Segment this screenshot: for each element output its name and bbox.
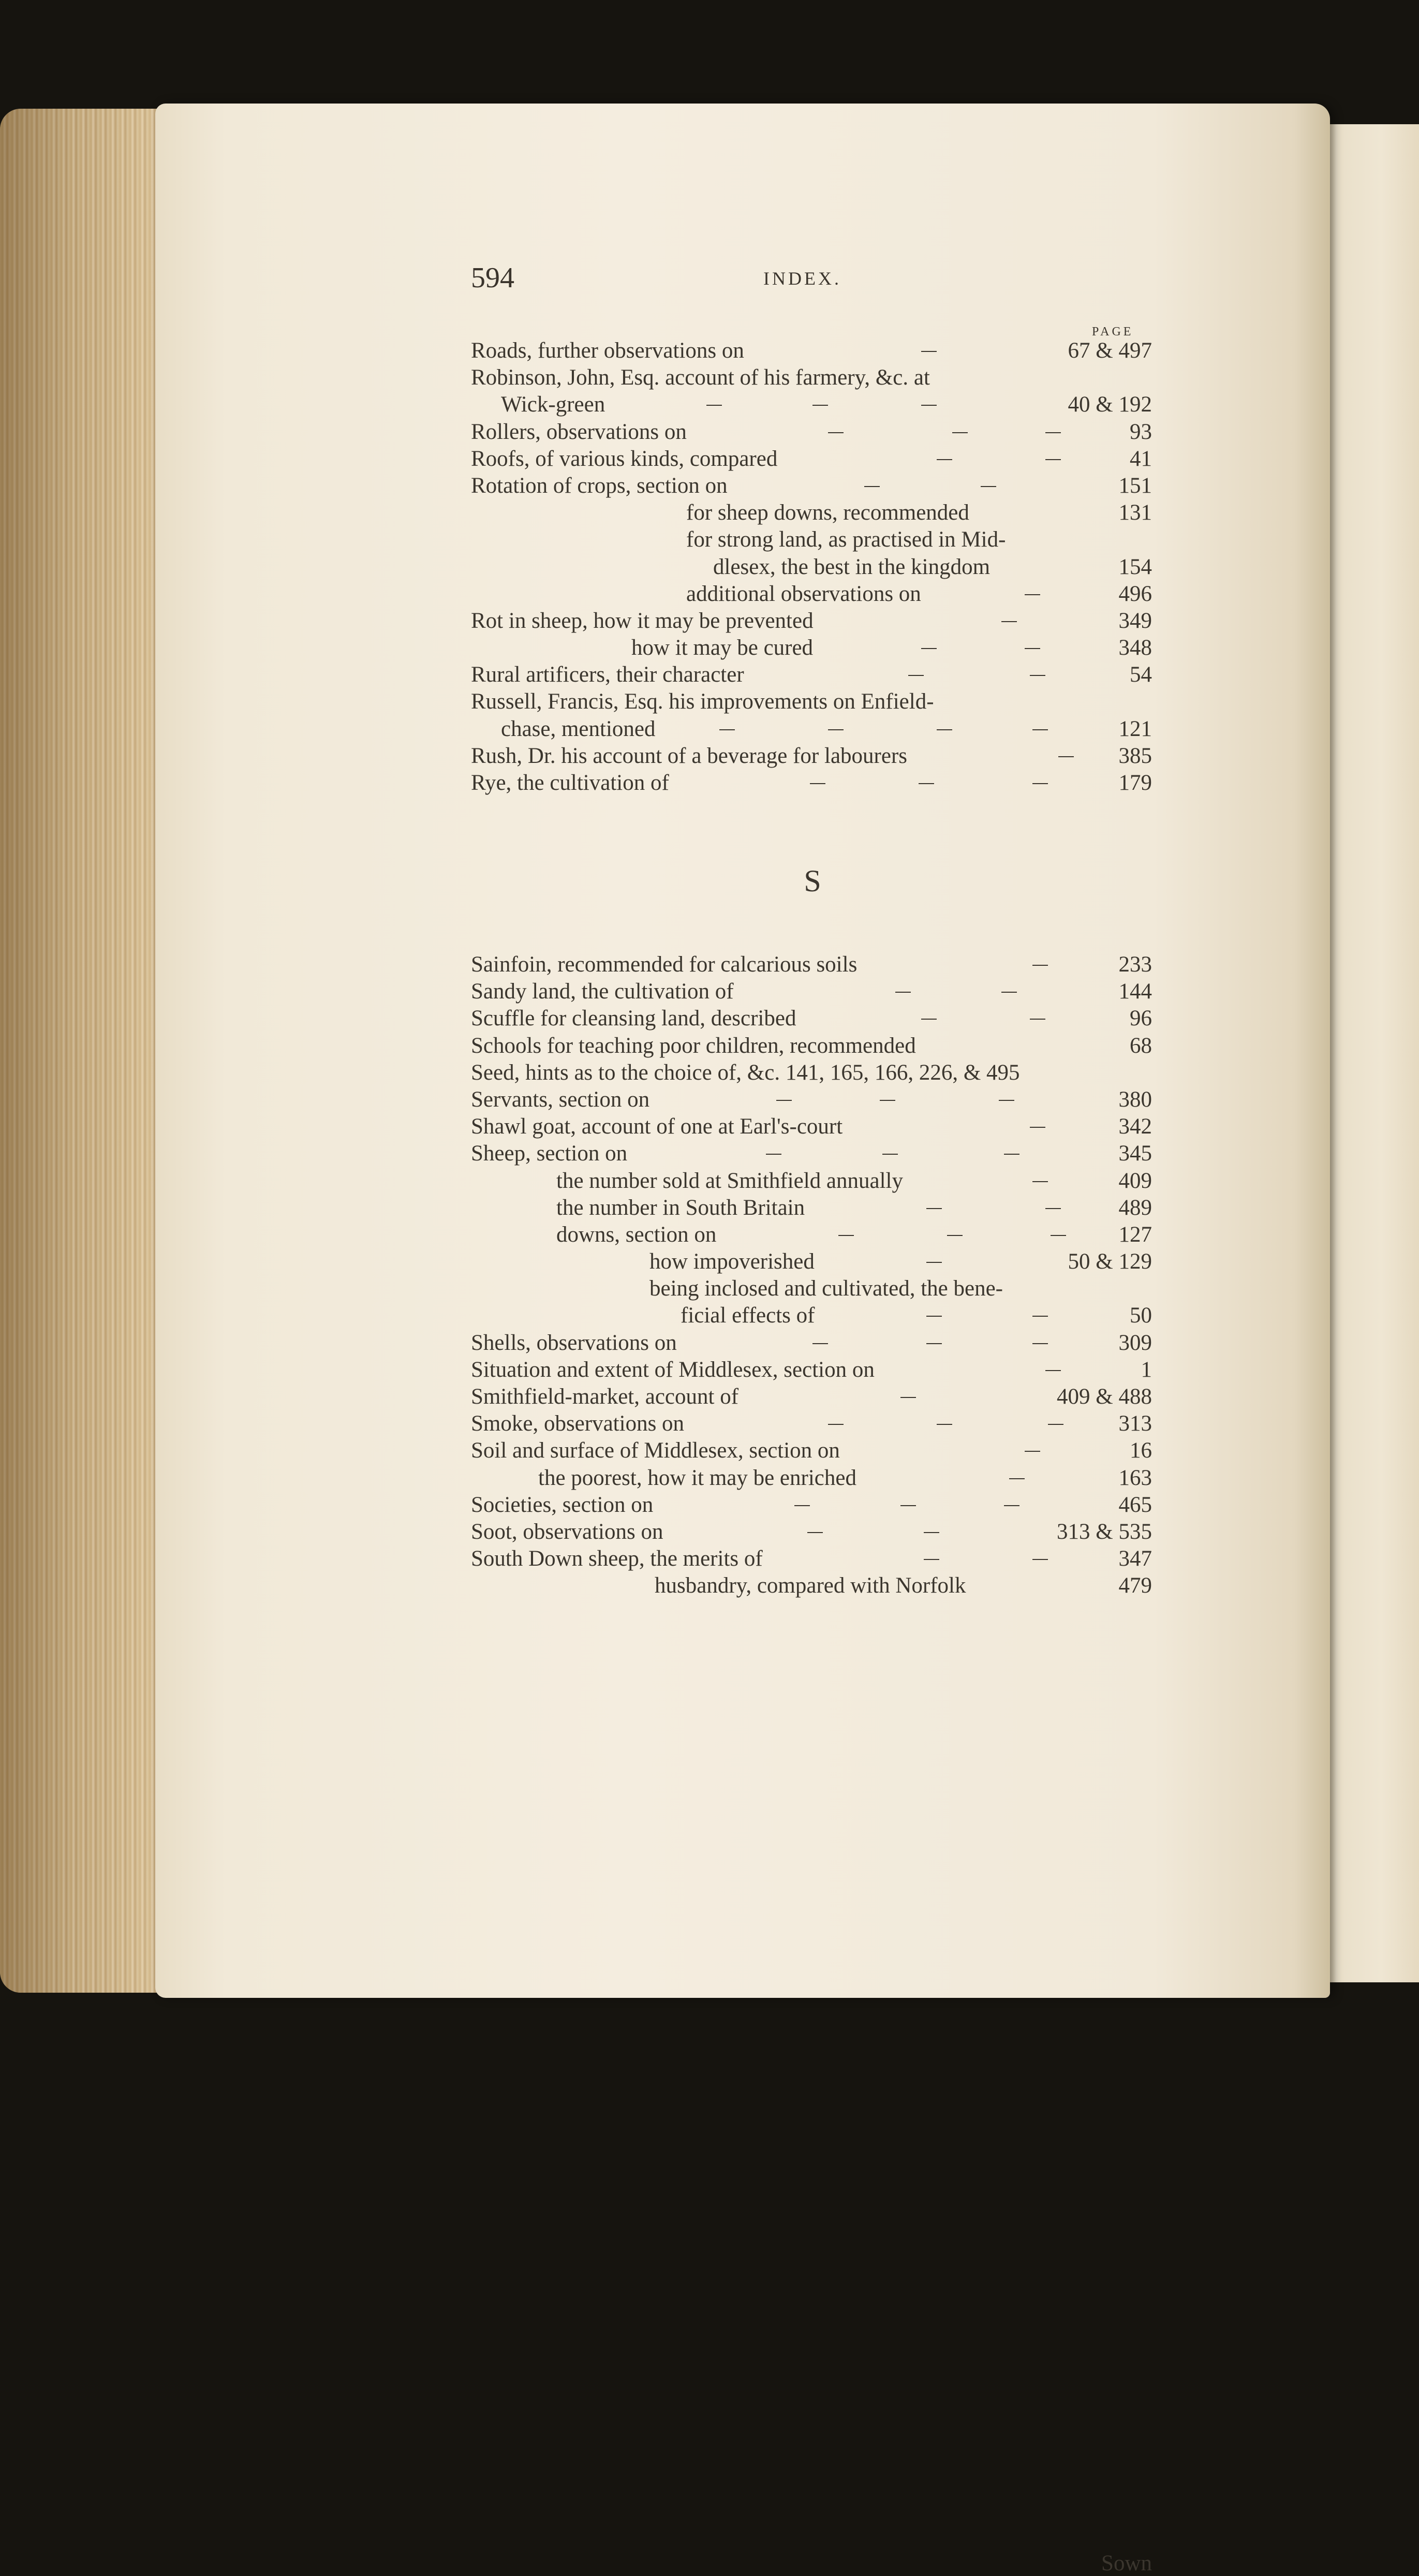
index-entry xyxy=(471,1168,1152,1195)
entry-text: Sainfoin, recommended for calcarious soils xyxy=(471,952,858,977)
index-entry xyxy=(471,1195,1152,1221)
entry-text: for sheep downs, recommended xyxy=(686,501,969,525)
entry-text: Roads, further observations on xyxy=(471,338,744,363)
entry-text: dlesex, the best in the kingdom xyxy=(713,554,991,579)
index-section-s xyxy=(471,951,1152,2575)
entry-text: being inclosed and cultivated, the bene- xyxy=(649,1276,1003,1301)
catchword: Sown xyxy=(1101,2551,1152,2575)
index-entry xyxy=(471,716,1152,743)
index-entry xyxy=(471,770,1152,797)
index-entry xyxy=(471,1248,1152,1275)
entry-page: 50 xyxy=(1130,1303,1152,1328)
index-entry xyxy=(471,1410,1152,1437)
entry-page: 163 xyxy=(1118,1465,1152,1490)
entry-text: husbandry, compared with Norfolk xyxy=(655,1573,966,1598)
entry-page: 345 xyxy=(1118,1141,1152,1166)
entry-page: 409 xyxy=(1118,1168,1152,1193)
entry-text: Robinson, John, Esq. account of his farmery, &c. at xyxy=(471,365,930,390)
entry-page: 348 xyxy=(1118,636,1152,660)
index-entry xyxy=(471,635,1152,661)
entry-text: Seed, hints as to the choice of, &c. 141, 165, 166, 226, & 495 xyxy=(471,1060,1020,1085)
entry-page: 154 xyxy=(1118,554,1152,579)
entry-text: Sandy land, the cultivation of xyxy=(471,979,734,1004)
index-entry xyxy=(471,337,1152,364)
entry-text: chase, mentioned xyxy=(501,716,656,741)
entry-text: how it may be cured xyxy=(631,636,814,660)
index-entry xyxy=(471,1221,1152,1248)
index-entry xyxy=(471,419,1152,446)
entry-text: ficial effects of xyxy=(681,1303,815,1328)
entry-text: Rye, the cultivation of xyxy=(471,771,669,795)
page-number: 594 xyxy=(471,262,514,294)
entry-page: 342 xyxy=(1118,1114,1152,1139)
index-entry xyxy=(471,391,1152,418)
index-entry xyxy=(471,526,1152,553)
entry-text: additional observations on xyxy=(686,581,921,606)
entry-text: how impoverished xyxy=(649,1249,815,1274)
index-entry xyxy=(471,608,1152,635)
index-entry xyxy=(471,978,1152,1005)
entry-text: Rotation of crops, section on xyxy=(471,473,728,498)
entry-page: 40 & 192 xyxy=(1068,392,1152,417)
entry-page: 313 xyxy=(1118,1411,1152,1436)
index-entry xyxy=(471,364,1152,391)
index-entry xyxy=(471,1113,1152,1140)
entry-text: Rollers, observations on xyxy=(471,419,687,444)
index-entry xyxy=(471,1492,1152,1519)
entry-text: Societies, section on xyxy=(471,1492,654,1517)
entry-text: Shells, observations on xyxy=(471,1330,677,1355)
entry-text: Situation and extent of Middlesex, section on xyxy=(471,1357,875,1382)
facing-page-edge xyxy=(1325,124,1419,1982)
index-entry xyxy=(471,1572,1152,1599)
entry-text: the number in South Britain xyxy=(556,1195,805,1220)
entry-text: South Down sheep, the merits of xyxy=(471,1547,763,1571)
index-entry xyxy=(471,1033,1152,1059)
entry-text: Schools for teaching poor children, recommended xyxy=(471,1033,916,1058)
entry-text: Rush, Dr. his account of a beverage for labourers xyxy=(471,743,907,768)
entry-page: 16 xyxy=(1130,1438,1152,1463)
entry-page: 496 xyxy=(1118,581,1152,606)
entry-text: Soil and surface of Middlesex, section on xyxy=(471,1438,840,1463)
entry-page: 479 xyxy=(1118,1573,1152,1598)
entry-text: Russell, Francis, Esq. his improvements on Enfield- xyxy=(471,689,934,714)
index-entry xyxy=(471,1302,1152,1329)
entry-page: 50 & 129 xyxy=(1068,1249,1152,1274)
entry-page: 309 xyxy=(1118,1330,1152,1355)
entry-page: 1 xyxy=(1141,1357,1152,1382)
section-letter-s: S xyxy=(804,864,821,898)
entry-page: 179 xyxy=(1118,771,1152,795)
index-entry xyxy=(471,1086,1152,1113)
entry-text: the poorest, how it may be enriched xyxy=(538,1465,856,1490)
entry-text: the number sold at Smithfield annually xyxy=(556,1168,903,1193)
entry-page: 93 xyxy=(1130,419,1152,444)
entry-text: Scuffle for cleansing land, described xyxy=(471,1006,796,1031)
entry-text: for strong land, as practised in Mid- xyxy=(686,527,1006,552)
entry-text: Soot, observations on xyxy=(471,1519,663,1544)
entry-page: 68 xyxy=(1130,1033,1152,1058)
entry-page: 385 xyxy=(1118,743,1152,768)
entry-text: Servants, section on xyxy=(471,1087,650,1112)
index-entry xyxy=(471,1005,1152,1032)
index-entry xyxy=(471,554,1152,581)
entry-text: Sheep, section on xyxy=(471,1141,628,1166)
entry-text: Smithfield-market, account of xyxy=(471,1385,739,1409)
index-entry xyxy=(471,499,1152,526)
index-entry xyxy=(471,1357,1152,1383)
index-entry xyxy=(471,1275,1152,1302)
entry-text: Rural artificers, their character xyxy=(471,663,744,687)
entry-page: 144 xyxy=(1118,979,1152,1004)
entry-text: Wick-green xyxy=(501,392,605,417)
entry-page: 313 & 535 xyxy=(1057,1519,1152,1544)
entry-page: 465 xyxy=(1118,1492,1152,1517)
index-entry xyxy=(471,951,1152,978)
entry-page: 489 xyxy=(1118,1195,1152,1220)
index-entry xyxy=(471,1330,1152,1357)
entry-text: Rot in sheep, how it may be prevented xyxy=(471,608,814,633)
index-entry xyxy=(471,688,1152,715)
index-entry xyxy=(471,473,1152,499)
entry-page: 54 xyxy=(1130,663,1152,687)
entry-page: 233 xyxy=(1118,952,1152,977)
entry-page: 349 xyxy=(1118,608,1152,633)
entry-page: 151 xyxy=(1118,473,1152,498)
index-entry xyxy=(471,1437,1152,1464)
index-entry xyxy=(471,1059,1152,1086)
page-column-label: PAGE xyxy=(1092,325,1134,338)
entry-page: 347 xyxy=(1118,1547,1152,1571)
entry-text: Smoke, observations on xyxy=(471,1411,685,1436)
entry-page: 409 & 488 xyxy=(1057,1385,1152,1409)
entry-page: 96 xyxy=(1130,1006,1152,1031)
index-entry xyxy=(471,1519,1152,1545)
entry-page: 127 xyxy=(1118,1222,1152,1247)
entry-page: 131 xyxy=(1118,501,1152,525)
index-entry xyxy=(471,1140,1152,1167)
entry-page: 41 xyxy=(1130,446,1152,471)
index-entry xyxy=(471,446,1152,473)
page-title: INDEX. xyxy=(763,268,841,289)
entry-page: 67 & 497 xyxy=(1068,338,1152,363)
index-entry xyxy=(471,661,1152,688)
index-entry xyxy=(471,581,1152,608)
entry-text: Roofs, of various kinds, compared xyxy=(471,446,778,471)
entry-page: 121 xyxy=(1118,716,1152,741)
index-entry xyxy=(471,1383,1152,1410)
index-section-r xyxy=(471,337,1152,797)
entry-text: Shawl goat, account of one at Earl's-court xyxy=(471,1114,843,1139)
index-entry xyxy=(471,1465,1152,1492)
running-head xyxy=(471,261,1149,303)
index-entry xyxy=(471,743,1152,770)
entry-page: 380 xyxy=(1118,1087,1152,1112)
index-entry xyxy=(471,1545,1152,1572)
entry-text: downs, section on xyxy=(556,1222,717,1247)
